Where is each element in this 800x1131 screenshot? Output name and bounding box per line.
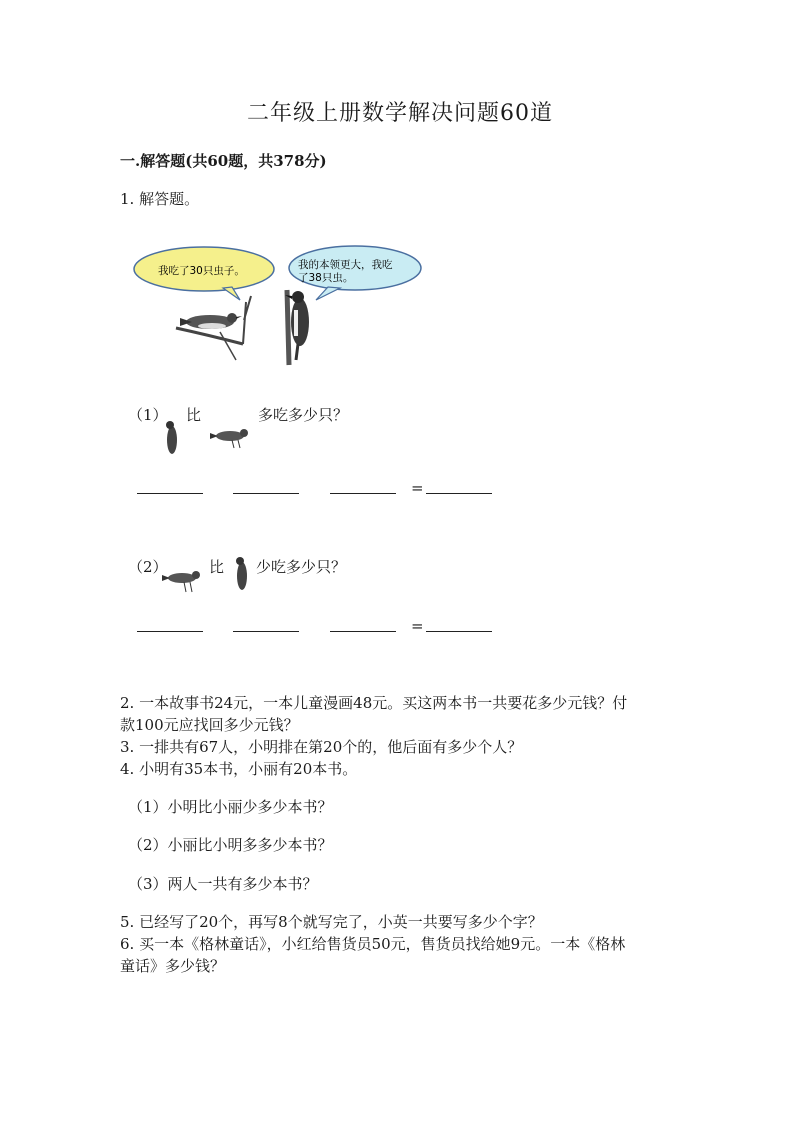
question-6-line-2: 童话》多少钱？ [120,957,226,975]
sparrow-small-icon [206,424,256,452]
question-2-line-1: 2. 一本故事书24元，一本儿童漫画48元。买这两本书一共要花多少元钱？付 [120,694,628,712]
answer-blank-2c[interactable] [330,631,396,632]
equals-sign-1: = [411,479,424,497]
question-4-part-1: （1）小明比小丽少多少本书？ [128,798,333,816]
bubble-right-text-1: 我的本领更大，我吃 [298,259,393,271]
answer-blank-2d[interactable] [426,631,492,632]
part-1-tail: 多吃多少只？ [258,406,349,424]
question-1-label: 1. 解答题。 [120,190,200,208]
section-heading: 一.解答题(共60题，共378分) [120,152,327,170]
answer-blank-1b[interactable] [233,493,299,494]
page-title: 二年级上册数学解决问题60道 [247,101,553,126]
answer-blank-2a[interactable] [137,631,203,632]
part-2-word: 比 [209,558,225,576]
question-5: 5. 已经写了20个，再写8个就写完了，小英一共要写多少个字？ [120,913,543,931]
question-3: 3. 一排共有67人，小明排在第20个的，他后面有多少个人？ [120,738,523,756]
woodpecker-small-icon [162,418,182,458]
equals-sign-2: = [411,617,424,635]
bubble-left-text: 我吃了30只虫子。 [158,265,245,277]
part-1-word: 比 [186,406,202,424]
question-4-part-2: （2）小丽比小明多多少本书？ [128,836,333,854]
sparrow-icon [180,313,242,329]
part-2-number: （2） [128,558,168,576]
question-6-line-1: 6. 买一本《格林童话》，小红给售货员50元，售货员找给她9元。一本《格林 [120,935,626,953]
answer-blank-1c[interactable] [330,493,396,494]
woodpecker-small-icon-2 [232,554,252,594]
part-2-tail: 少吃多少只？ [256,558,347,576]
answer-blank-1d[interactable] [426,493,492,494]
sparrow-small-icon-2 [158,564,208,596]
question-2-line-2: 款100元应找回多少元钱？ [120,716,299,734]
answer-blank-1a[interactable] [137,493,203,494]
answer-blank-2b[interactable] [233,631,299,632]
bubble-right-text-2: 了38只虫。 [298,272,354,284]
question-4: 4. 小明有35本书，小丽有20本书。 [120,760,358,778]
branch-icon [176,328,243,344]
question-4-part-3: （3）两人一共有多少本书？ [128,875,318,893]
part-1-number: （1） [128,406,168,424]
